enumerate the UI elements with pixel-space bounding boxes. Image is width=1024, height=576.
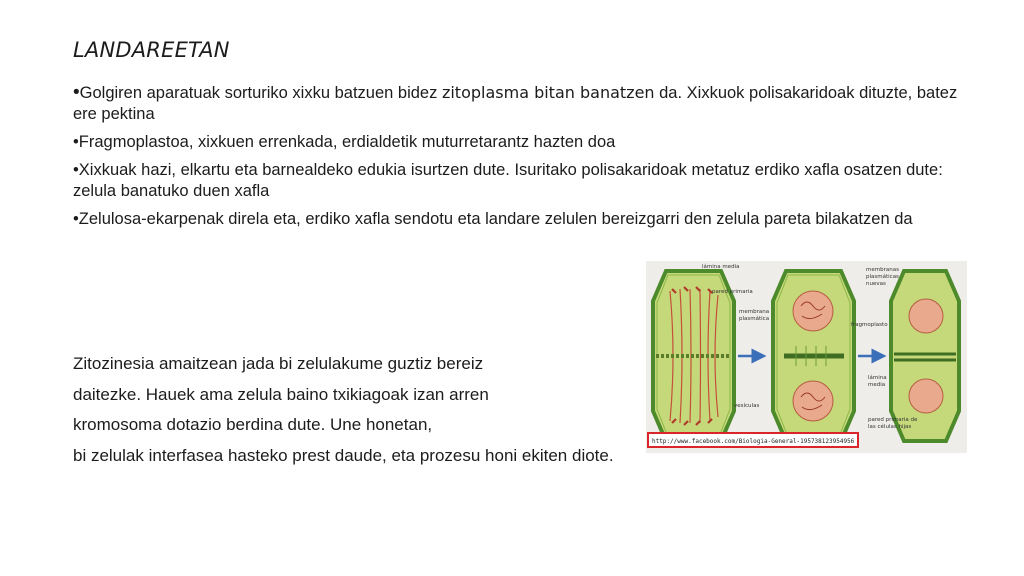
paragraph-line: Zitozinesia amaitzean jada bi zelulakume guztiz bereiz bbox=[73, 354, 484, 373]
cell-stage-3 bbox=[891, 271, 959, 441]
label-plasmaticas: plasmáticas bbox=[866, 274, 899, 280]
paragraph-line: kromosoma dotazio berdina dute. Une honetan, bbox=[73, 415, 433, 435]
cytokinesis-diagram bbox=[646, 261, 967, 453]
bullet-item bbox=[73, 82, 973, 125]
cell-stage-1 bbox=[653, 271, 734, 441]
paragraph-line: bi zelulak interfasea hasteko prest daude, eta prozesu honi ekiten diote. bbox=[73, 446, 614, 466]
bullet-marker: • bbox=[73, 161, 79, 179]
label-pared-hijas: pared primaria de bbox=[868, 417, 918, 423]
label-plasmatica: plasmática bbox=[739, 316, 770, 322]
paragraph-line: daitezke. Hauek ama zelula baino txikiagoak izan arren bbox=[73, 384, 489, 404]
label-media: media bbox=[868, 382, 886, 388]
summary-paragraph bbox=[73, 353, 673, 476]
label-lamina: lámina bbox=[868, 375, 887, 381]
label-pared-primaria: pared primaria bbox=[712, 289, 753, 295]
label-vesiculas: vesículas bbox=[734, 403, 760, 409]
label-membranas: membranas bbox=[866, 267, 899, 273]
bullet-marker: • bbox=[73, 82, 80, 103]
label-celulas-hijas: las células hijas bbox=[868, 424, 912, 430]
slide-title: LANDAREETAN bbox=[73, 38, 230, 62]
label-fragmoplasto: fragmoplasto bbox=[851, 322, 888, 328]
source-url: http://www.facebook.com/Biologia-General-195738123954956 bbox=[652, 438, 855, 445]
cell-stage-2 bbox=[773, 271, 854, 441]
bullet-text: da. Xixkuok polisakaridoak dituzte, batez ere pektina bbox=[73, 84, 958, 123]
bullet-item bbox=[73, 209, 973, 230]
highlighted-phrase: zitoplasma bitan banatzen bbox=[441, 83, 655, 102]
bullet-text: Xixkuak hazi, elkartu eta barnealdeko edukia isurtzen dute. Isuritako polisakaridoak metatuz erdiko xafla osatzen dute: zelula banatuko duen xafla bbox=[73, 161, 943, 200]
bullet-text: Zelulosa-ekarpenak direla eta, erdiko xafla sendotu eta landare zelulen bereizgarri den zelula pareta bilakatzen da bbox=[78, 210, 913, 228]
label-nuevas: nuevas bbox=[866, 281, 886, 287]
bullet-marker: • bbox=[73, 133, 79, 151]
label-membrana: membrana bbox=[739, 309, 770, 315]
bullet-item bbox=[73, 132, 973, 153]
bullet-item bbox=[73, 160, 973, 202]
label-lamina-media: lámina media bbox=[702, 264, 740, 270]
bullet-list bbox=[73, 82, 973, 237]
bullet-text: Golgiren aparatuak sorturiko xixku batzuen bidez bbox=[79, 84, 442, 102]
bullet-marker: • bbox=[73, 210, 79, 228]
bullet-text: Fragmoplastoa, xixkuen errenkada, erdialdetik muturretarantz hazten doa bbox=[78, 133, 616, 151]
